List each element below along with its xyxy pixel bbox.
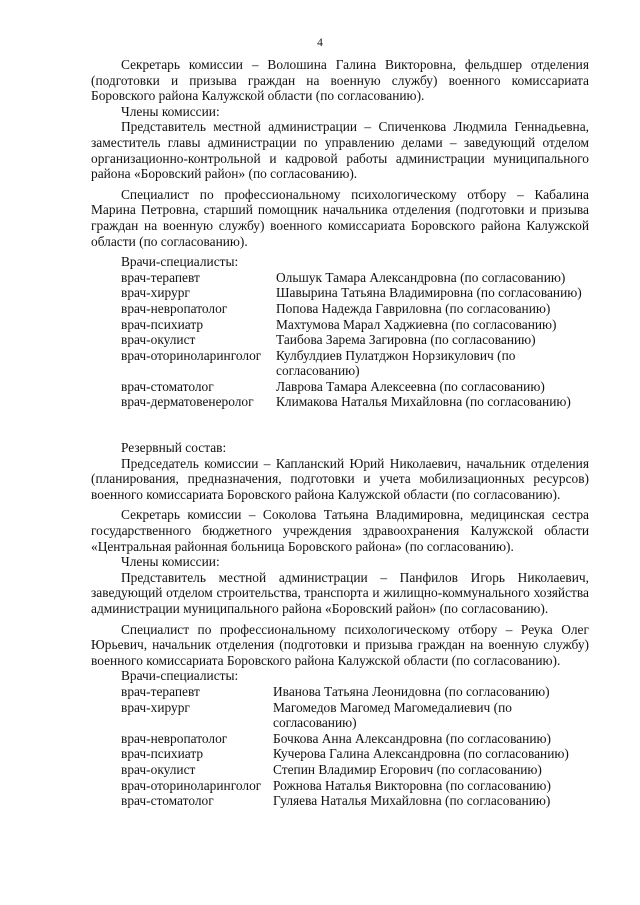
doctor-role: врач-хирург — [121, 699, 190, 715]
list-item — [121, 270, 589, 286]
doctor-name: Таибова Зарема Загировна (по согласованию) — [276, 332, 536, 348]
doctor-role: врач-невропатолог — [121, 730, 228, 746]
list-item — [121, 684, 589, 700]
doctor-name: Ольшук Тамара Александровна (по согласованию) — [276, 269, 566, 285]
list-item — [121, 301, 589, 317]
doctor-role: врач-психиатр — [121, 316, 204, 332]
list-item — [121, 746, 589, 762]
reserve-admin-representative-paragraph: Представитель местной администрации – Панфилов Игорь Николаевич, заведующий отделом строительства, транспорта и жилищно-коммунального хозяйства администрации муниципального района «Боровский район» (по согласованию). — [91, 569, 589, 616]
list-item — [121, 317, 589, 333]
doctor-name: Гуляева Наталья Михайловна (по согласованию) — [273, 793, 551, 809]
doctor-name: Иванова Татьяна Леонидовна (по согласованию) — [273, 683, 550, 699]
list-item — [121, 285, 589, 301]
reserve-doctors-list — [121, 684, 589, 809]
doctor-role: врач-оториноларинголог — [121, 347, 262, 363]
doctor-role: врач-стоматолог — [121, 378, 214, 394]
reserve-psychologist-paragraph: Специалист по профессиональному психологическому отбору – Реука Олег Юрьевич, начальник отделения (подготовки и призыва граждан на военную службу) военного комиссариата Боровского района Калужской области (по согласованию). — [91, 621, 589, 668]
list-item — [121, 348, 589, 379]
doctor-name: Степин Владимир Егорович (по согласованию) — [273, 761, 542, 777]
list-item — [121, 700, 589, 731]
doctor-name: Шавырина Татьяна Владимировна (по согласованию) — [276, 285, 582, 301]
list-item — [121, 762, 589, 778]
doctor-name: Лаврова Тамара Алексеевна (по согласованию) — [276, 378, 545, 394]
list-item — [121, 394, 589, 410]
admin-representative-paragraph: Представитель местной администрации – Спиченкова Людмила Геннадьевна, заместитель главы администрации по управлению делами – заведующий отделом организационно-контрольной и кадровой работы администрации муниципального района «Боровский район» (по согласованию). — [91, 119, 589, 182]
reserve-members-heading: Члены комиссии: — [121, 554, 220, 570]
list-item — [121, 793, 589, 809]
document-body — [91, 57, 589, 809]
list-item — [121, 778, 589, 794]
doctor-role: врач-окулист — [121, 332, 196, 348]
doctors-heading: Врачи-специалисты: — [121, 254, 239, 270]
reserve-heading: Резервный состав: — [121, 440, 227, 456]
doctor-name: Кулбулдиев Пулатджон Норзикулович (по согласованию) — [276, 347, 516, 379]
members-heading: Члены комиссии: — [121, 103, 220, 119]
reserve-doctors-heading: Врачи-специалисты: — [121, 668, 239, 684]
doctor-role: врач-дерматовенеролог — [121, 394, 254, 410]
doctor-role: врач-невропатолог — [121, 300, 228, 316]
doctor-role: врач-окулист — [121, 761, 196, 777]
chairman-paragraph: Председатель комиссии – Капланский Юрий Николаевич, начальник отделения (планирования, предназначения, подготовки и учета мобилизационных ресурсов) военного комиссариата Боровского района Калужской области (по согласованию). — [91, 455, 589, 502]
page-number: 4 — [317, 37, 323, 49]
list-item — [121, 731, 589, 747]
doctor-name: Бочкова Анна Александровна (по согласованию) — [273, 730, 551, 746]
psychologist-paragraph: Специалист по профессиональному психологическому отбору – Кабалина Марина Петровна, старший помощник начальника отделения (подготовки и призыва граждан на военную службу) военного комиссариата Боровского района Калужской области (по согласованию). — [91, 186, 589, 249]
doctor-name: Попова Надежда Гавриловна (по согласованию) — [276, 300, 551, 316]
doctor-name: Кучерова Галина Александровна (по согласованию) — [273, 746, 569, 762]
doctor-role: врач-стоматолог — [121, 793, 214, 809]
secretary-paragraph: Секретарь комиссии – Волошина Галина Викторовна, фельдшер отделения (подготовки и призыва граждан на военную службу) военного комиссариата Боровского района Калужской области (по согласованию). — [91, 57, 589, 104]
reserve-secretary-paragraph: Секретарь комиссии – Соколова Татьяна Владимировна, медицинская сестра государственного бюджетного учреждения здравоохранения Калужской области «Центральная районная больница Боровского района» (по согласованию). — [91, 507, 589, 554]
doctor-role: врач-оториноларинголог — [121, 777, 262, 793]
doctor-name: Махтумова Марал Хаджиевна (по согласованию) — [276, 316, 557, 332]
doctor-role: врач-терапевт — [121, 269, 200, 285]
doctor-role: врач-психиатр — [121, 746, 204, 762]
list-item — [121, 379, 589, 395]
doctor-role: врач-хирург — [121, 285, 190, 301]
doctor-role: врач-терапевт — [121, 683, 200, 699]
doctors-list — [121, 270, 589, 410]
doctor-name: Магомедов Магомед Магомедалиевич (по согласованию) — [273, 699, 512, 731]
list-item — [121, 332, 589, 348]
doctor-name: Климакова Наталья Михайловна (по согласованию) — [276, 394, 571, 410]
doctor-name: Рожнова Наталья Викторовна (по согласованию) — [273, 777, 551, 793]
